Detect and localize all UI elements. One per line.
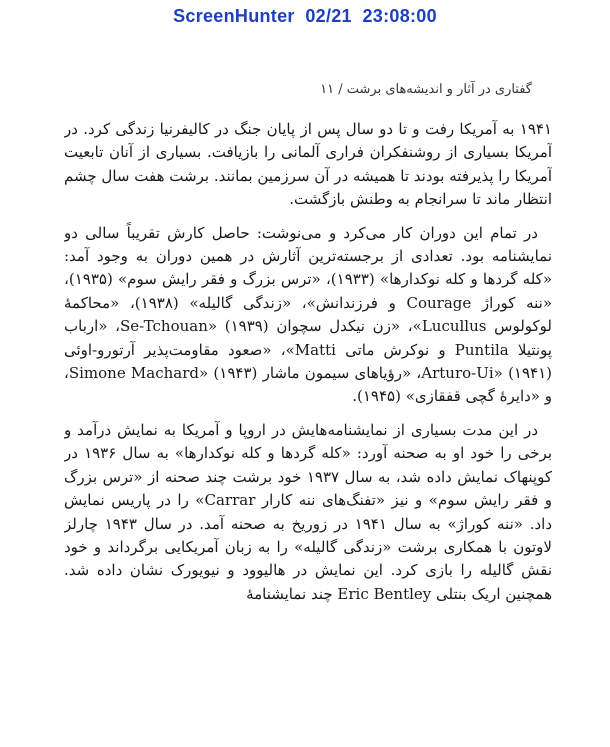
running-header: گفتاری در آثار و اندیشه‌های برشت / ۱۱ <box>320 82 532 97</box>
paragraph-1: ۱۹۴۱ به آمریکا رفت و تا دو سال پس از پایان جنگ در کالیفرنیا زندگی کرد. در آمریکا بسیاری از روشنفکران فراری آلمانی را بازیافت. بسیاری از آنان تابعیت آمریکا را پذیرفته بودند تا همیشه در آن سرزمین بمانند. برشت هفت سال چشم انتظار ماند تا سرانجام به وطنش بازگشت. <box>64 120 552 209</box>
screenhunter-watermark: ScreenHunter 02/21 23:08:00 <box>173 6 437 26</box>
paragraph-3: در این مدت بسیاری از نمایشنامه‌هایش در اروپا و آمریکا به نمایش درآمد و برخی را خود او به صحنه آورد: «کله گردها و کله نوکدارها» به سال ۱۹۳۶ در کوپنهاک نمایش داده شد، به سال ۱۹۳۷ خود برشت چند صحنه از «ترس بزرگ و فقر رایش سوم» و نیز «تفنگ‌های ننه کارار Carrar» را در پاریس نمایش داد. «ننه کوراژ» به سال ۱۹۴۱ در زوریخ به صحنه آمد. در سال ۱۹۴۳ چارلز لاوتون با همکاری برشت «زندگی گالیله» را به زبان آمریکایی برگرداند و خود نقش گالیله را بازی کرد. این نمایش در هالیوود و نیویورک نشان داده شد. همچنین اریک بنتلی Eric Bentley چند نمایشنامهٔ <box>64 420 552 603</box>
paragraph-2: در تمام این دوران کار می‌کرد و می‌نوشت: حاصل کارش تقریباً سالی دو نمایشنامه بود. تعدادی از برجسته‌ترین آثارش در همین دوران به وجود آمد: «کله گردها و کله نوکدارها» (۱۹۳۳)، «ترس بزرگ و فقر رایش سوم» (۱۹۳۵)، «ننه کوراژ Courage و فرزندانش»، «زندگی گالیله» (۱۹۳۸)، «محاکمهٔ لوکولوس Lucullus»، «زن نیکدل سچوان Se-Tchouan» (۱۹۳۹)، «ارباب پونتیلا Puntila و نوکرش ماتی Matti»، «صعود مقاومت‌پذیر آرتورو-اوئی Arturo-Ui» (۱۹۴۱)، «رؤیاهای سیمون ماشار Simone Machard» (۱۹۴۳)، و «دایرهٔ گچی قفقازی» (۱۹۴۵). <box>64 223 552 406</box>
page-body <box>64 118 552 747</box>
